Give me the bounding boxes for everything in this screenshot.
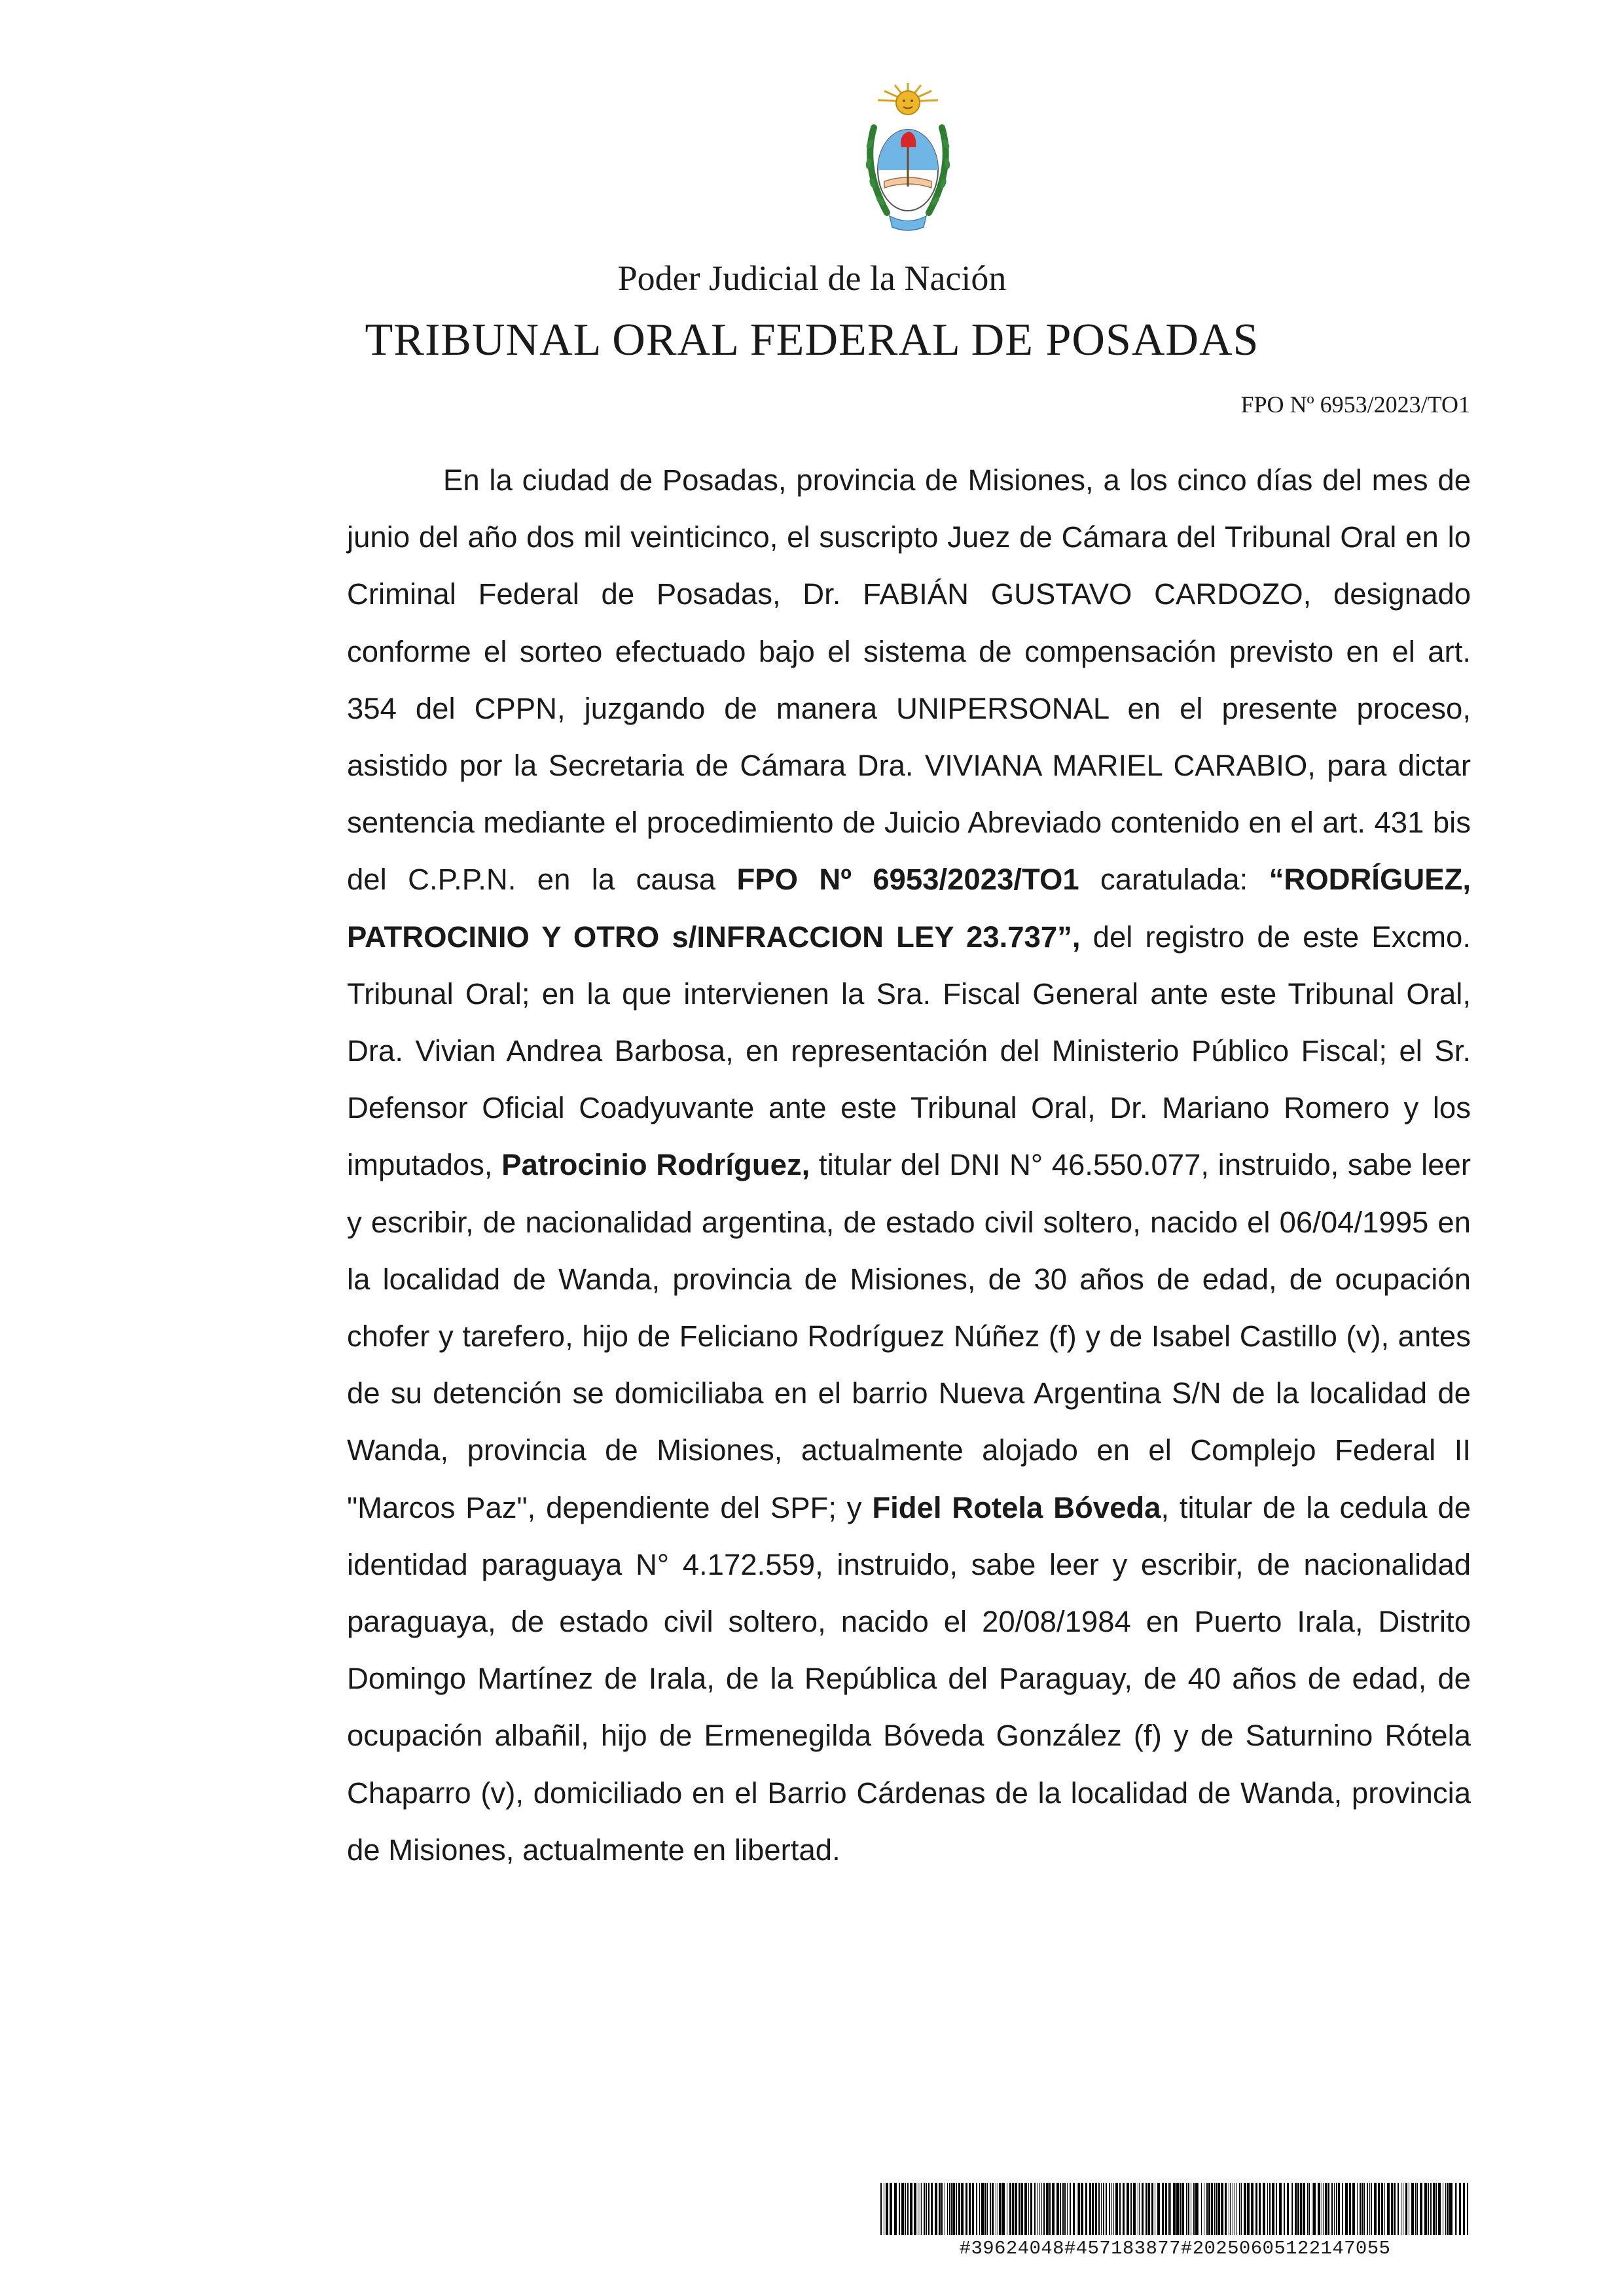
barcode-bar bbox=[1424, 2183, 1427, 2235]
barcode-bar bbox=[1060, 2183, 1061, 2235]
barcode-bar bbox=[1236, 2183, 1237, 2235]
barcode-bar bbox=[905, 2183, 906, 2235]
barcode-bar bbox=[952, 2183, 955, 2235]
barcode-bar bbox=[1070, 2183, 1071, 2235]
barcode-bar bbox=[1259, 2183, 1261, 2235]
barcode-bar bbox=[1046, 2183, 1049, 2235]
body-text-3: del registro de este Excmo. Tribunal Oral; en la que intervienen la Sra. Fiscal General ante este Tribunal Oral, Dra. Vivian Andrea Barbosa, en representación del Ministerio Público Fiscal; el Sr. Defensor Oficial Coadyuvante ante este Tribunal Oral, Dr. Mariano Romero y los imputados, bbox=[347, 920, 1471, 1182]
barcode-bar bbox=[1318, 2183, 1320, 2235]
body-text-4: titular del DNI N° 46.550.077, instruido, sabe leer y escribir, de nacionalidad argentina, de estado civil soltero, nacido el 06/04/1995 en la localidad de Wanda, provincia de Misiones, de 30 años de edad, de ocupación chofer y tarefero, hijo de Feliciano Rodríguez Núñez (f) y de Isabel Castillo (v), antes de su detención se domiciliaba en el barrio Nueva Argentina S/N de la localidad de Wanda, provincia de Misiones, actualmente alojado en el Complejo Federal II "Marcos Paz", dependiente del SPF; y bbox=[347, 1148, 1471, 1524]
barcode-bar bbox=[1378, 2183, 1380, 2235]
barcode-bar bbox=[1230, 2183, 1231, 2235]
barcode-bar bbox=[921, 2183, 922, 2235]
barcode-bar bbox=[1300, 2183, 1302, 2235]
barcode-bar bbox=[1130, 2183, 1132, 2235]
barcode-bar bbox=[1133, 2183, 1136, 2235]
barcode-bar bbox=[1028, 2183, 1029, 2235]
barcode-bar bbox=[1357, 2183, 1358, 2235]
barcode-bar bbox=[1098, 2183, 1100, 2235]
barcode-bar bbox=[890, 2183, 892, 2235]
barcode-bar bbox=[949, 2183, 950, 2235]
barcode-bar bbox=[1251, 2183, 1253, 2235]
barcode-bar bbox=[1405, 2183, 1407, 2235]
barcode-bar bbox=[990, 2183, 991, 2235]
barcode-bar bbox=[1106, 2183, 1107, 2235]
barcode-bar bbox=[1170, 2183, 1171, 2235]
barcode-bar bbox=[1225, 2183, 1227, 2235]
barcode-bar bbox=[1438, 2183, 1441, 2235]
barcode-bar bbox=[1362, 2183, 1363, 2235]
barcode-bar bbox=[899, 2183, 900, 2235]
barcode-bar bbox=[981, 2183, 984, 2235]
barcode-bar bbox=[1139, 2183, 1140, 2235]
barcode-bar bbox=[1151, 2183, 1153, 2235]
barcode-bar bbox=[1186, 2183, 1187, 2235]
barcode-bar bbox=[1430, 2183, 1432, 2235]
barcode-bar bbox=[1374, 2183, 1377, 2235]
barcode-bar bbox=[1342, 2183, 1343, 2235]
barcode-bar bbox=[1056, 2183, 1059, 2235]
barcode-bar bbox=[1211, 2183, 1213, 2235]
barcode-bar bbox=[987, 2183, 988, 2235]
barcode-bar bbox=[1352, 2183, 1355, 2235]
barcode-bar bbox=[894, 2183, 897, 2235]
barcode-bar bbox=[1325, 2183, 1327, 2235]
barcode-bar bbox=[1081, 2183, 1083, 2235]
barcode-bar bbox=[1467, 2183, 1468, 2235]
barcode-bar bbox=[1331, 2183, 1333, 2235]
barcode-bar bbox=[1173, 2183, 1176, 2235]
barcode-bar bbox=[972, 2183, 974, 2235]
barcode-bar bbox=[1109, 2183, 1110, 2235]
barcode-bar bbox=[1247, 2183, 1250, 2235]
barcode-bar bbox=[1369, 2183, 1370, 2235]
barcode-bar bbox=[1345, 2183, 1348, 2235]
barcode-bar bbox=[1119, 2183, 1121, 2235]
barcode-bar bbox=[947, 2183, 948, 2235]
barcode-bar bbox=[1103, 2183, 1104, 2235]
barcode-bar bbox=[1398, 2183, 1399, 2235]
barcode-bar bbox=[931, 2183, 933, 2235]
barcode-bar bbox=[1012, 2183, 1014, 2235]
barcode-bar bbox=[1381, 2183, 1383, 2235]
barcode-bar bbox=[961, 2183, 964, 2235]
barcode-bar bbox=[1043, 2183, 1045, 2235]
defendant-1-name: Patrocinio Rodríguez, bbox=[501, 1148, 810, 1182]
barcode-bar bbox=[965, 2183, 967, 2235]
barcode-bar bbox=[1052, 2183, 1055, 2235]
national-coat-of-arms-icon bbox=[856, 82, 960, 236]
barcode-bar bbox=[1208, 2183, 1210, 2235]
barcode-bar bbox=[910, 2183, 912, 2235]
barcode-bar bbox=[1287, 2183, 1289, 2235]
barcode-bar bbox=[1433, 2183, 1435, 2235]
barcode-block bbox=[880, 2183, 1470, 2260]
barcode-bar bbox=[1459, 2183, 1461, 2235]
barcode-bar bbox=[1267, 2183, 1268, 2235]
body-paragraph bbox=[347, 452, 1471, 1878]
barcode-bar bbox=[1371, 2183, 1372, 2235]
barcode-bar bbox=[1201, 2183, 1202, 2235]
barcode-bar bbox=[1168, 2183, 1170, 2235]
barcode-bar bbox=[1216, 2183, 1218, 2235]
barcode-bar bbox=[1206, 2183, 1208, 2235]
case-caption-bold: “RODRÍGUEZ, PATROCINIO Y OTRO s/INFRACCION LEY 23.737”, bbox=[347, 863, 1471, 954]
barcode-bar bbox=[1394, 2183, 1396, 2235]
barcode-bar bbox=[1255, 2183, 1257, 2235]
barcode-bar bbox=[1049, 2183, 1051, 2235]
barcode-bar bbox=[1021, 2183, 1023, 2235]
barcode-bar bbox=[1239, 2183, 1240, 2235]
barcode-bar bbox=[1113, 2183, 1114, 2235]
barcode-bar bbox=[958, 2183, 960, 2235]
body-text-5: , titular de la cedula de identidad paraguaya N° 4.172.559, instruido, sabe leer y escribir, de nacionalidad paraguaya, de estado civil soltero, nacido el 20/08/1984 en Puerto Irala, Distrito Domingo Martínez de Irala, de la República del Paraguay, de 40 años de edad, de ocupación albañil, hijo de Ermenegilda Bóveda González (f) y de Saturnino Rótela Chaparro (v), domiciliado en el Barrio Cárdenas de la localidad de Wanda, provincia de Misiones, actualmente en libertad. bbox=[347, 1490, 1471, 1867]
barcode-bar bbox=[1313, 2183, 1316, 2235]
barcode-bar bbox=[941, 2183, 943, 2235]
barcode-bar bbox=[1101, 2183, 1102, 2235]
barcode-bar bbox=[935, 2183, 937, 2235]
body-text-1: En la ciudad de Posadas, provincia de Misiones, a los cinco días del mes de junio del año dos mil veinticinco, el suscripto Juez de Cámara del Tribunal Oral en lo Criminal Federal de Posadas, Dr. FABIÁN GUSTAVO CARDOZO, designado conforme el sorteo efectuado bajo el sistema de compensación previsto en el art. 354 del CPPN, juzgando de manera UNIPERSONAL en el presente proceso, asistido por la Secretaria de Cámara Dra. VIVIANA MARIEL CARABIO, para dictar sentencia mediante el procedimiento de Juicio Abreviado contenido en el art. 431 bis del C.P.P.N. en la causa bbox=[347, 463, 1471, 897]
barcode-bar bbox=[1445, 2183, 1446, 2235]
barcode-number: #39624048#457183877#20250605122147055 bbox=[959, 2238, 1391, 2259]
barcode-bar bbox=[1244, 2183, 1246, 2235]
barcode-bar bbox=[1078, 2183, 1080, 2235]
barcode-bar bbox=[1384, 2183, 1385, 2235]
barcode-bar bbox=[1092, 2183, 1094, 2235]
barcode-bar bbox=[976, 2183, 977, 2235]
barcode-bar bbox=[1162, 2183, 1164, 2235]
barcode-bar bbox=[1456, 2183, 1457, 2235]
barcode-bar bbox=[880, 2183, 882, 2235]
body-text-2: caratulada: bbox=[1079, 863, 1269, 897]
barcode-bar bbox=[1455, 2183, 1456, 2235]
barcode-bar bbox=[1073, 2183, 1075, 2235]
barcode-bar bbox=[1367, 2183, 1368, 2235]
barcode-bar bbox=[1269, 2183, 1271, 2235]
barcode-bar bbox=[1009, 2183, 1011, 2235]
barcode-bar bbox=[1039, 2183, 1040, 2235]
barcode-bar bbox=[1182, 2183, 1184, 2235]
barcode-icon bbox=[880, 2183, 1470, 2235]
barcode-bar bbox=[1328, 2183, 1329, 2235]
case-reference: FPO Nº 6953/2023/TO1 bbox=[1240, 391, 1470, 418]
barcode-bar bbox=[951, 2183, 952, 2235]
barcode-bar bbox=[979, 2183, 980, 2235]
barcode-bar bbox=[1292, 2183, 1293, 2235]
barcode-bar bbox=[1309, 2183, 1310, 2235]
barcode-bar bbox=[1123, 2183, 1125, 2235]
barcode-bar bbox=[999, 2183, 1001, 2235]
barcode-bar bbox=[1218, 2183, 1220, 2235]
barcode-bar bbox=[992, 2183, 994, 2235]
barcode-bar bbox=[1024, 2183, 1027, 2235]
barcode-bar bbox=[1420, 2183, 1422, 2235]
barcode-bar bbox=[1146, 2183, 1147, 2235]
barcode-bar bbox=[1115, 2183, 1118, 2235]
barcode-bar bbox=[1193, 2183, 1195, 2235]
barcode-bar bbox=[1276, 2183, 1277, 2235]
barcode-bar bbox=[1188, 2183, 1189, 2235]
barcode-bar bbox=[1111, 2183, 1112, 2235]
barcode-bar bbox=[1415, 2183, 1416, 2235]
barcode-bar bbox=[1148, 2183, 1150, 2235]
barcode-bar bbox=[1336, 2183, 1337, 2235]
barcode-bar bbox=[1002, 2183, 1005, 2235]
barcode-bar bbox=[926, 2183, 927, 2235]
barcode-bar bbox=[1303, 2183, 1305, 2235]
barcode-bar bbox=[1214, 2183, 1215, 2235]
barcode-bar bbox=[1447, 2183, 1449, 2235]
barcode-bar bbox=[1241, 2183, 1242, 2235]
barcode-bar bbox=[914, 2183, 916, 2235]
barcode-bar bbox=[1064, 2183, 1066, 2235]
case-number-bold: FPO Nº 6953/2023/TO1 bbox=[736, 863, 1079, 897]
barcode-bar bbox=[1295, 2183, 1297, 2235]
barcode-bar bbox=[1307, 2183, 1308, 2235]
barcode-bar bbox=[1195, 2183, 1198, 2235]
barcode-bar bbox=[1417, 2183, 1418, 2235]
barcode-bar bbox=[1363, 2183, 1365, 2235]
barcode-bar bbox=[1428, 2183, 1429, 2235]
barcode-bar bbox=[924, 2183, 925, 2235]
barcode-bar bbox=[1284, 2183, 1285, 2235]
barcode-bar bbox=[1180, 2183, 1181, 2235]
barcode-bar bbox=[939, 2183, 941, 2235]
barcode-bar bbox=[1435, 2183, 1437, 2235]
barcode-bar bbox=[1349, 2183, 1351, 2235]
barcode-bar bbox=[984, 2183, 986, 2235]
barcode-bar bbox=[1165, 2183, 1167, 2235]
barcode-bar bbox=[928, 2183, 929, 2235]
barcode-bar bbox=[1338, 2183, 1340, 2235]
barcode-bar bbox=[1463, 2183, 1465, 2235]
barcode-bar bbox=[1323, 2183, 1324, 2235]
barcode-bar bbox=[1272, 2183, 1274, 2235]
barcode-bar bbox=[1176, 2183, 1179, 2235]
barcode-bar bbox=[1062, 2183, 1064, 2235]
organization-name: Poder Judicial de la Nación bbox=[617, 259, 1007, 298]
barcode-bar bbox=[956, 2183, 957, 2235]
barcode-bar bbox=[1263, 2183, 1265, 2235]
barcode-bar bbox=[1279, 2183, 1282, 2235]
court-name: TRIBUNAL ORAL FEDERAL DE POSADAS bbox=[365, 315, 1259, 365]
barcode-bar bbox=[1015, 2183, 1017, 2235]
barcode-bar bbox=[1095, 2183, 1097, 2235]
barcode-bar bbox=[1041, 2183, 1042, 2235]
barcode-bar bbox=[1391, 2183, 1393, 2235]
barcode-bar bbox=[1449, 2183, 1452, 2235]
barcode-bar bbox=[1127, 2183, 1129, 2235]
barcode-bar bbox=[1142, 2183, 1144, 2235]
barcode-bar bbox=[1067, 2183, 1068, 2235]
barcode-bar bbox=[1157, 2183, 1160, 2235]
barcode-bar bbox=[1360, 2183, 1361, 2235]
barcode-bar bbox=[969, 2183, 971, 2235]
barcode-bar bbox=[1297, 2183, 1299, 2235]
barcode-bar bbox=[1089, 2183, 1091, 2235]
barcode-bar bbox=[907, 2183, 909, 2235]
barcode-bar bbox=[1019, 2183, 1020, 2235]
barcode-bar bbox=[1037, 2183, 1038, 2235]
barcode-bar bbox=[901, 2183, 904, 2235]
barcode-bar bbox=[1034, 2183, 1036, 2235]
barcode-bar bbox=[1387, 2183, 1390, 2235]
barcode-bar bbox=[1085, 2183, 1087, 2235]
barcode-bar bbox=[1411, 2183, 1414, 2235]
defendant-2-name: Fidel Rotela Bóveda bbox=[872, 1490, 1161, 1524]
barcode-bar bbox=[1334, 2183, 1335, 2235]
barcode-bar bbox=[886, 2183, 888, 2235]
barcode-bar bbox=[1030, 2183, 1032, 2235]
barcode-bar bbox=[1221, 2183, 1223, 2235]
